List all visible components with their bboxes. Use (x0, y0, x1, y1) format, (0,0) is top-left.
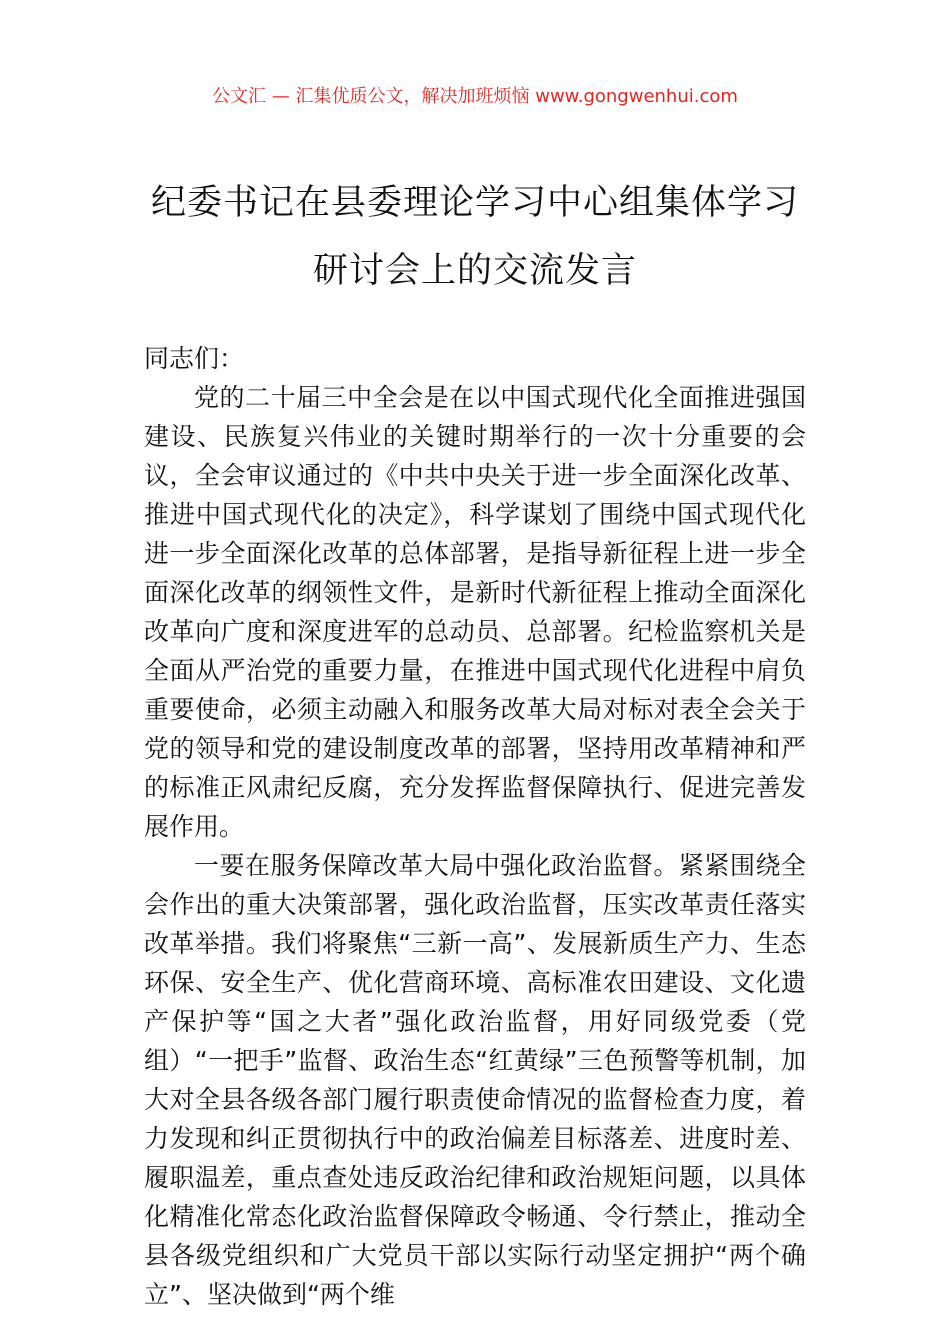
site-banner: 公文汇 — 汇集优质公文，解决加班烦恼 www.gongwenhui.com (212, 86, 738, 107)
paragraph-intro: 党的二十届三中全会是在以中国式现代化全面推进强国建设、民族复兴伟业的关键时期举行的一次十分重要的会议，全会审议通过的《中共中央关于进一步全面深化改革、推进中国式现代化的决定》，科学谋划了围绕中国式现代化进一步全面深化改革的总体部署，是指导新征程上进一步全面深化改革的纲领性文件，是新时代新征程上推动全面深化改革向广度和深度进军的总动员、总部署。纪检监察机关是全面从严治党的重要力量，在推进中国式现代化进程中肩负重要使命，必须主动融入和服务改革大局对标对表全会关于党的领导和党的建设制度改革的部署，坚持用改革精神和严的标准正风肃纪反腐，充分发挥监督保障执行、促进完善发展作用。 (144, 383, 806, 841)
paragraph-political-supervision: 一要在服务保障改革大局中强化政治监督。紧紧围绕全会作出的重大决策部署，强化政治监督，压实改革责任落实改革举措。我们将聚焦“三新一高”、发展新质生产力、生态环保、安全生产、优化营商环境、高标准农田建设、文化遗产保护等“国之大者”强化政治监督，用好同级党委（党组）“一把手”监督、政治生态“红黄绿”三色预警等机制，加大对全县各级各部门履行职责使命情况的监督检查力度，着力发现和纠正贯彻执行中的政治偏差目标落差、进度时差、履职温差，重点查处违反政治纪律和政治规矩问题，以具体化精准化常态化政治监督保障政令畅通、令行禁止，推动全县各级党组织和广大党员干部以实际行动坚定拥护“两个确立”、坚决做到“两个维 (144, 851, 806, 1309)
document-title-line-2: 研讨会上的交流发言 (312, 251, 637, 291)
document-title-line-1: 纪委书记在县委理论学习中心组集体学习 (150, 183, 799, 223)
document-body (144, 339, 806, 1314)
salutation: 同志们： (144, 344, 245, 373)
